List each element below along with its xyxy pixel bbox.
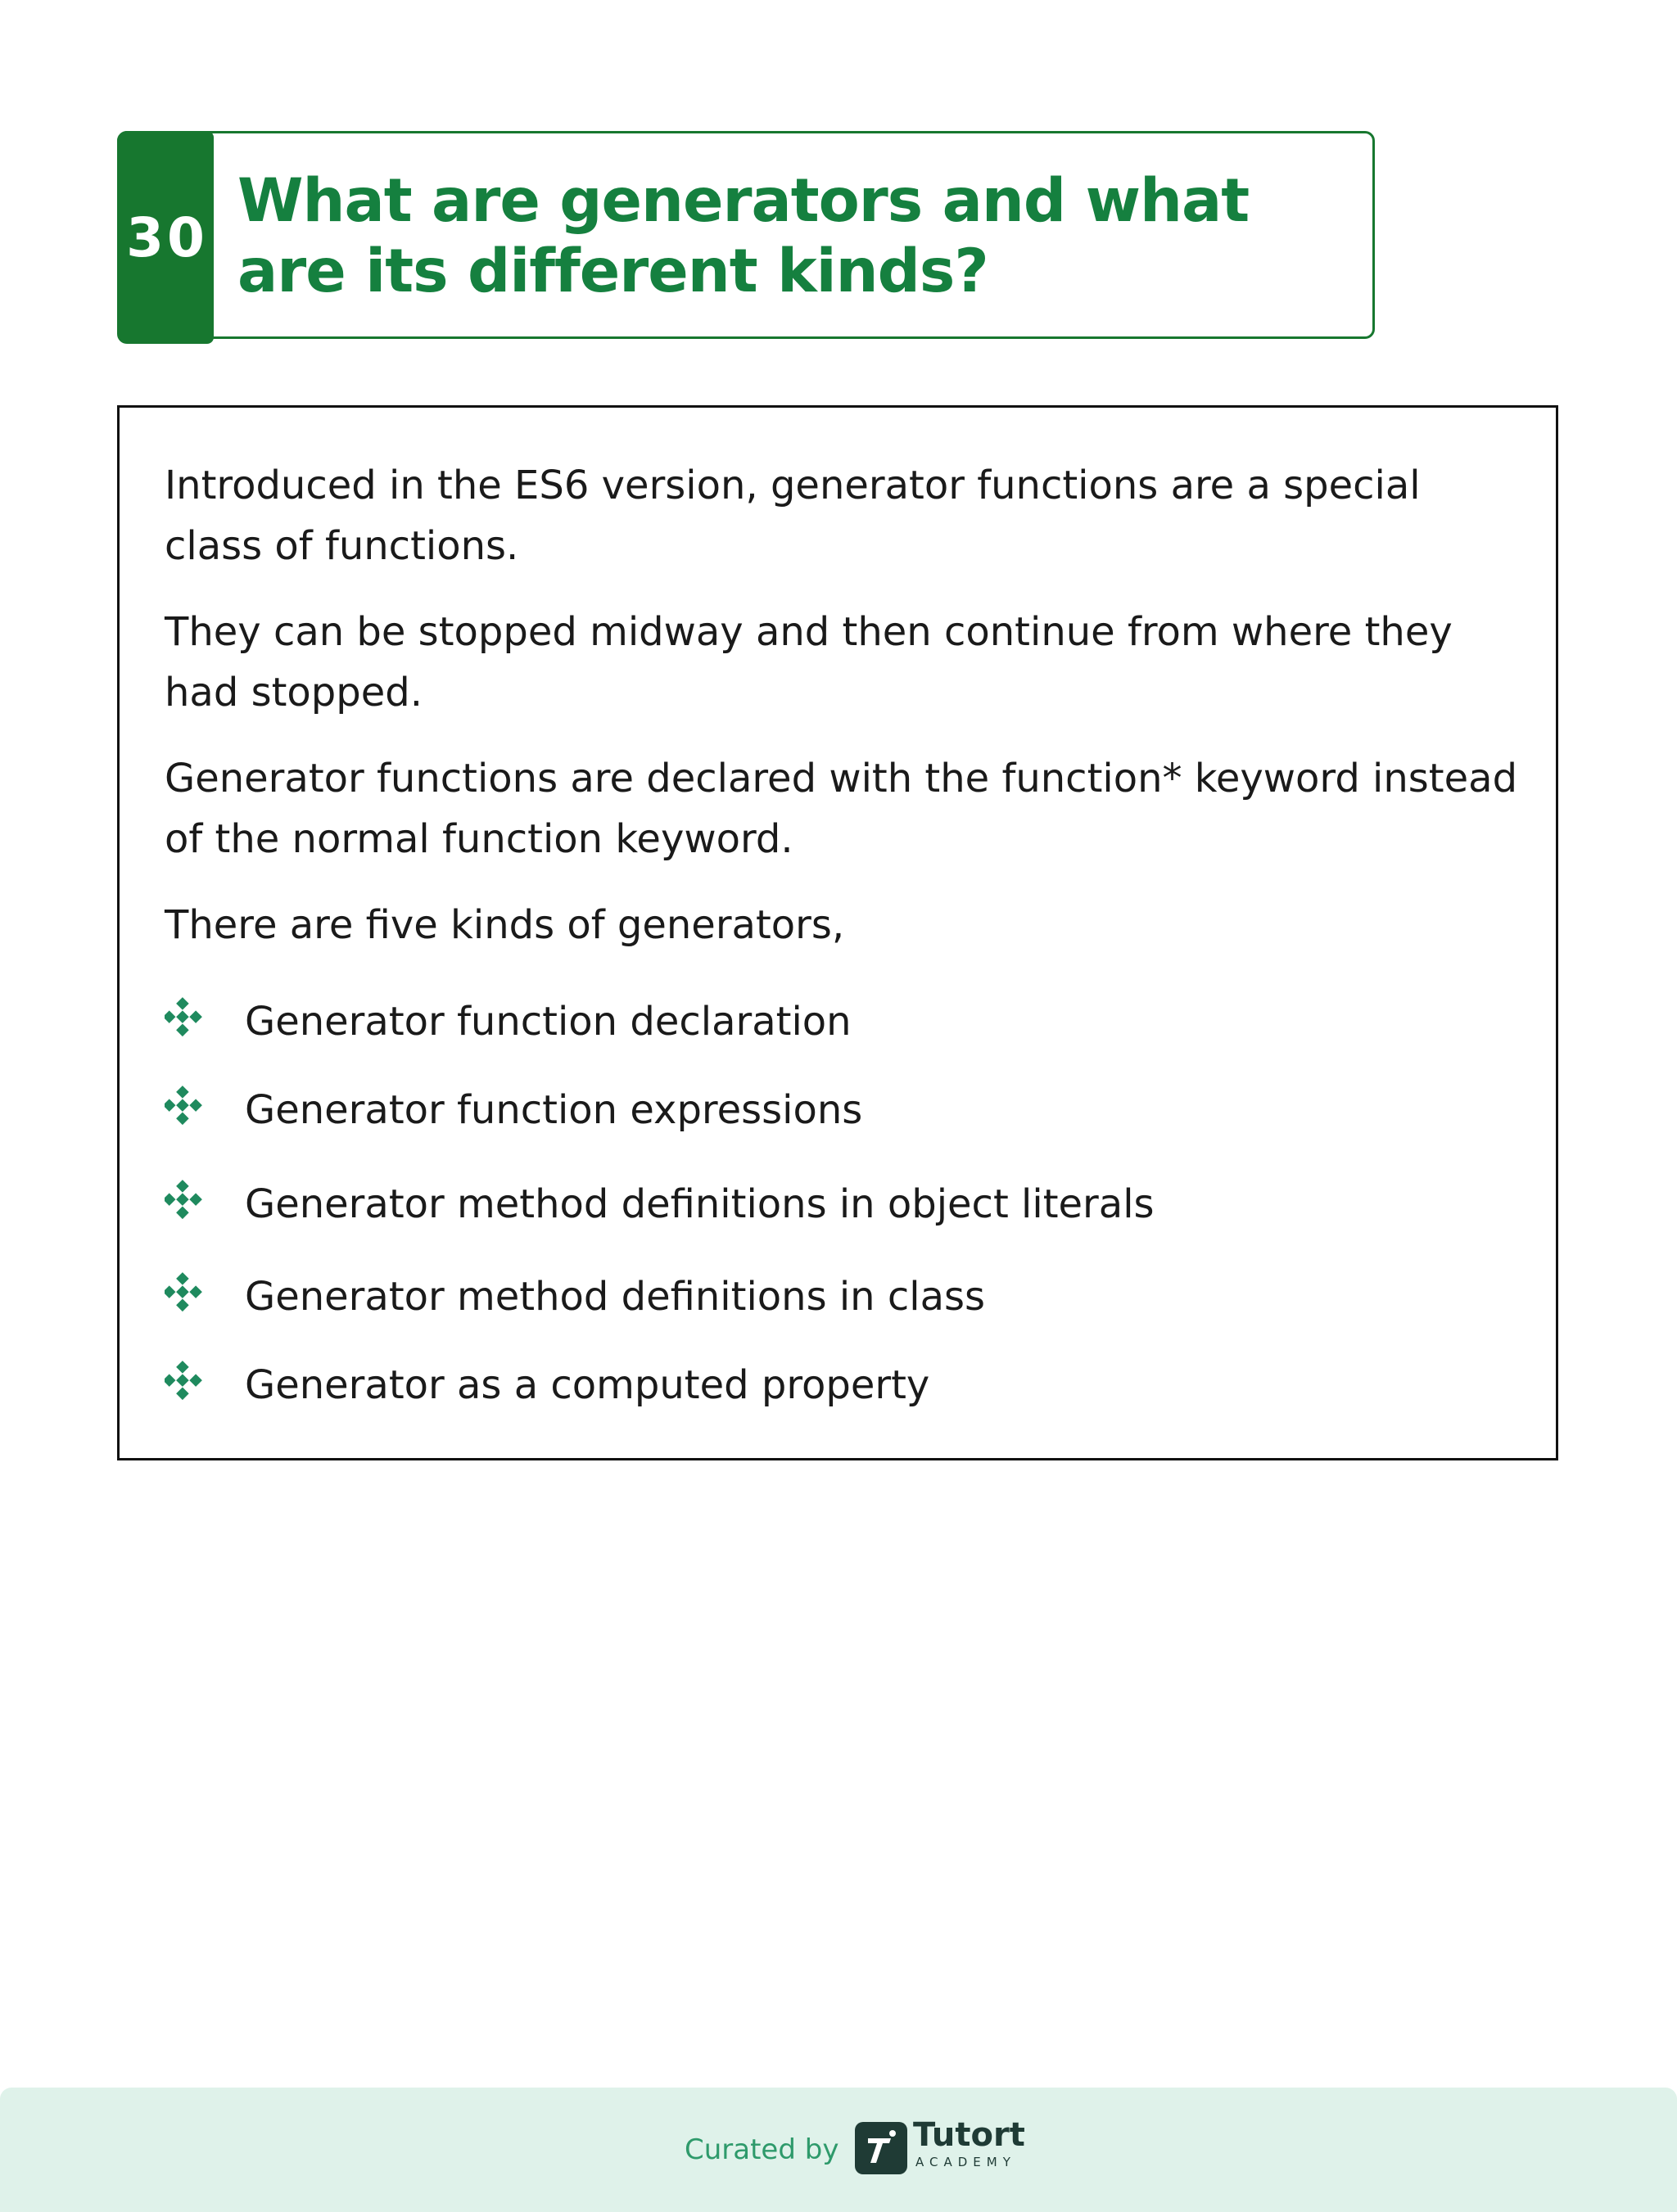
kind-label: Generator method definitions in object literals: [245, 1181, 1155, 1227]
kind-label: Generator method definitions in class: [245, 1274, 986, 1320]
answer-content-box: [117, 405, 1558, 1460]
question-header: [117, 131, 1375, 339]
diamond-grid-icon: [165, 997, 214, 1046]
runner-icon: [855, 2122, 907, 2174]
paragraph-declaration: Generator functions are declared with the function* keyword instead of the normal function keyword.: [165, 756, 1518, 862]
footer: [0, 2088, 1677, 2212]
kind-label: Generator function declaration: [245, 999, 852, 1045]
question-title: What are generators and what are its different kinds?: [237, 166, 1250, 306]
list-item: [165, 991, 852, 1052]
question-number-badge: [117, 131, 214, 344]
diamond-grid-icon: [165, 1272, 214, 1321]
diamond-grid-icon: [165, 1180, 214, 1229]
paragraph-intro: Introduced in the ES6 version, generator functions are a special class of functions.: [165, 463, 1421, 569]
list-item: [165, 1174, 1155, 1235]
list-item: [165, 1355, 929, 1415]
diamond-grid-icon: [165, 1086, 214, 1135]
curated-by-text: Curated by: [685, 2133, 839, 2166]
diamond-grid-icon: [165, 1361, 214, 1410]
paragraph-kinds-intro: There are five kinds of generators,: [165, 902, 845, 948]
list-item: [165, 1080, 862, 1140]
kind-label: Generator function expressions: [245, 1087, 863, 1133]
kind-label: Generator as a computed property: [245, 1362, 930, 1408]
brand-name: Tutort: [913, 2116, 1025, 2154]
tutort-logo-icon: [855, 2122, 907, 2174]
brand-subtitle: ACADEMY: [915, 2155, 1016, 2169]
paragraph-pause: They can be stopped midway and then continue from where they had stopped.: [165, 609, 1453, 716]
question-number: 30: [126, 205, 208, 269]
list-item: [165, 1266, 985, 1327]
